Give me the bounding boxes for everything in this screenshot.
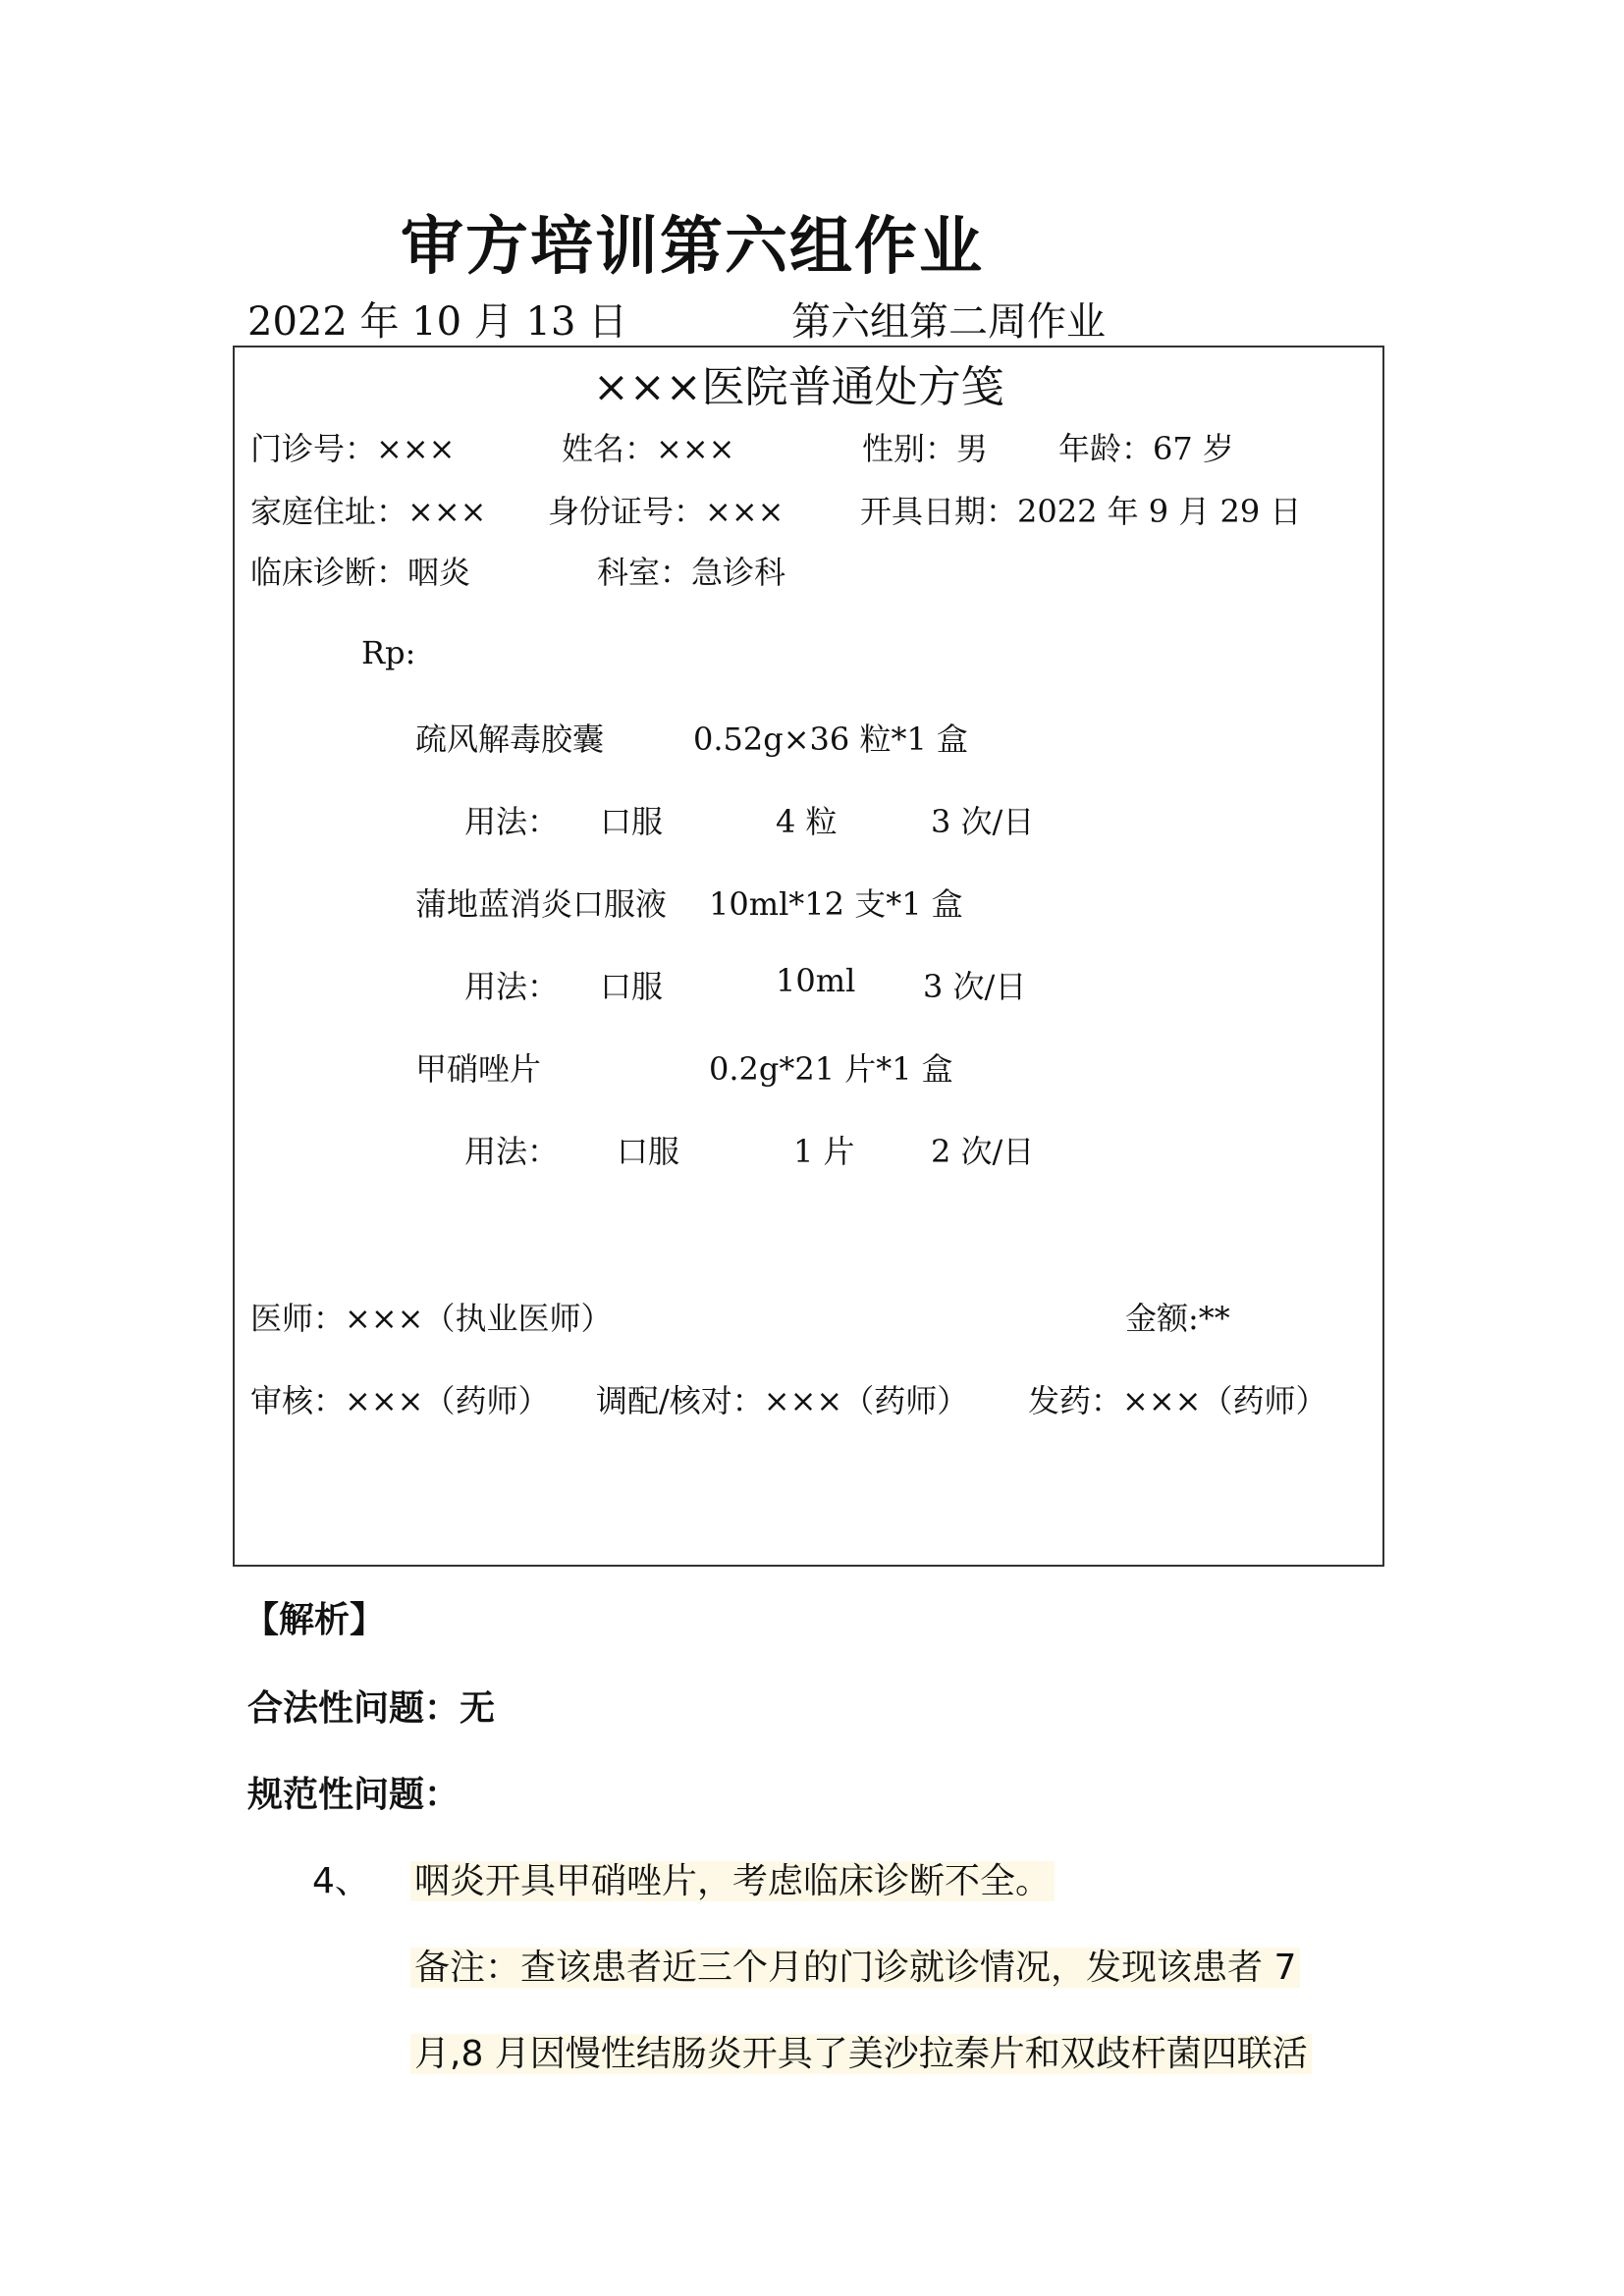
usage-label: 用法：	[464, 803, 560, 840]
legality-issue: 合法性问题：无	[247, 1688, 496, 1729]
rp-label: Rp:	[361, 634, 416, 671]
issue-number: 4、	[312, 1861, 370, 1901]
analysis-heading: 【解析】	[244, 1600, 386, 1640]
id-number: 身份证号：×××	[548, 493, 785, 530]
drug-name: 甲硝唑片	[415, 1050, 542, 1088]
clinical-diagnosis: 临床诊断：咽炎	[250, 554, 471, 591]
note-line-2: 月,8 月因慢性结肠炎开具了美沙拉秦片和双歧杆菌四联活	[410, 2034, 1312, 2074]
usage-label: 用法：	[464, 968, 560, 1005]
homework-week: 第六组第二周作业	[791, 299, 1106, 345]
issue-text: 咽炎开具甲硝唑片，考虑临床诊断不全。	[410, 1861, 1055, 1901]
prescription-title: ×××医院普通处方笺	[593, 362, 1004, 412]
note-line-1: 备注：查该患者近三个月的门诊就诊情况，发现该患者 7	[410, 1948, 1300, 1988]
patient-age: 年龄：67 岁	[1058, 430, 1234, 467]
drug-spec: 10ml*12 支*1 盒	[709, 885, 963, 923]
usage-route: 口服	[600, 803, 664, 840]
usage-frequency: 3 次/日	[923, 968, 1027, 1005]
issuer: 发药：×××（药师）	[1028, 1382, 1327, 1419]
drug-name: 疏风解毒胶囊	[415, 721, 605, 758]
note-line-1-wrap	[410, 1940, 1300, 1990]
usage-route: 口服	[617, 1133, 680, 1170]
dispenser: 调配/核对：×××（药师）	[596, 1382, 969, 1419]
document-title: 审方培训第六组作业	[401, 211, 984, 284]
homework-date: 2022 年 10 月 13 日	[247, 299, 628, 345]
patient-name: 姓名：×××	[562, 430, 735, 467]
drug-name: 蒲地蓝消炎口服液	[415, 885, 668, 923]
usage-route: 口服	[600, 968, 664, 1005]
issue-date: 开具日期：2022 年 9 月 29 日	[860, 493, 1302, 530]
department: 科室：急诊科	[597, 554, 786, 591]
usage-dose: 4 粒	[776, 803, 838, 840]
doctor: 医师：×××（执业医师）	[250, 1300, 613, 1337]
issue-text-wrap	[410, 1853, 1055, 1903]
drug-spec: 0.2g*21 片*1 盒	[709, 1050, 953, 1088]
usage-frequency: 3 次/日	[931, 803, 1035, 840]
usage-label: 用法：	[464, 1133, 560, 1170]
outpatient-number: 门诊号：×××	[250, 430, 456, 467]
drug-spec: 0.52g×36 粒*1 盒	[693, 721, 968, 758]
patient-gender: 性别：男	[862, 430, 989, 467]
usage-dose: 10ml	[776, 962, 856, 999]
reviewer: 审核：×××（药师）	[250, 1382, 550, 1419]
home-address: 家庭住址：×××	[250, 493, 487, 530]
amount: 金额:**	[1125, 1300, 1230, 1337]
note-line-2-wrap	[410, 2026, 1312, 2076]
standard-issue: 规范性问题：	[247, 1775, 460, 1815]
usage-frequency: 2 次/日	[931, 1133, 1035, 1170]
usage-dose: 1 片	[793, 1133, 855, 1170]
